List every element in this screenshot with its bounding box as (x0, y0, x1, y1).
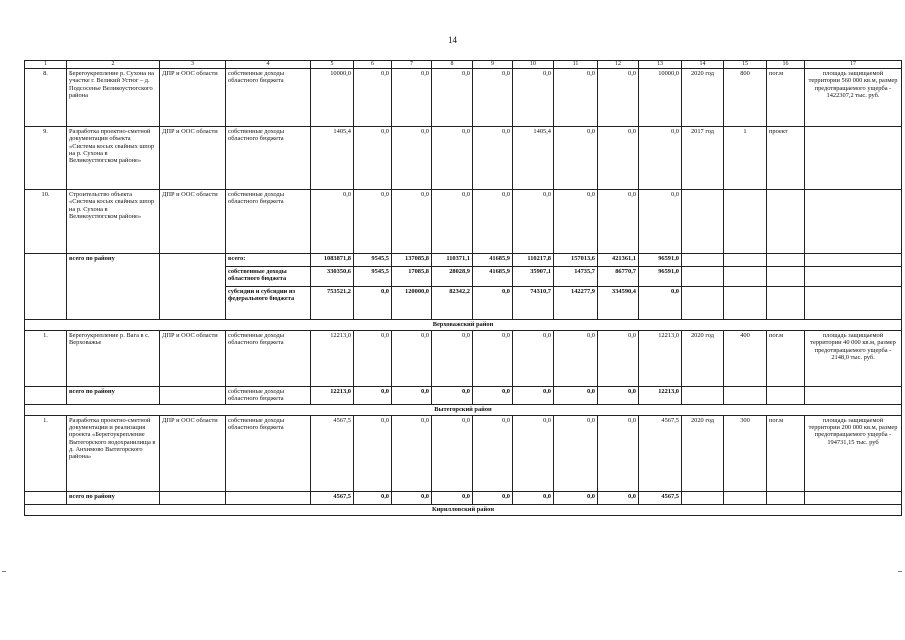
table-cell: 0,0 (392, 189, 432, 253)
table-cell (25, 491, 67, 504)
table-cell: 1. (25, 415, 67, 491)
table-cell (805, 253, 902, 266)
table-cell (805, 126, 902, 189)
table-cell: 74310,7 (513, 286, 554, 319)
table-cell (682, 189, 724, 253)
table-cell: 12213,0 (311, 386, 354, 404)
table-cell: пог.м (767, 330, 805, 386)
table-cell (805, 386, 902, 404)
table-cell: Берегоукрепление р. Вага в с. Верховажье (67, 330, 160, 386)
column-number: 6 (354, 61, 392, 69)
table-cell (767, 266, 805, 286)
table-cell: 0,0 (392, 491, 432, 504)
table-cell (724, 189, 767, 253)
table-cell: 0,0 (354, 386, 392, 404)
table-cell: 4567,5 (639, 491, 682, 504)
table-cell: 0,0 (432, 68, 473, 126)
table-cell: 0,0 (392, 386, 432, 404)
table-cell: 0,0 (392, 415, 432, 491)
table-cell: 0,0 (473, 126, 513, 189)
column-number: 9 (473, 61, 513, 69)
table-row (25, 330, 902, 386)
table-cell: 9545,5 (354, 253, 392, 266)
table-cell: 10. (25, 189, 67, 253)
table-cell: Разработка проектно-сметной документации объекта «Система косых свайных шпор на р. Сухона в Великоустюгском районе» (67, 126, 160, 189)
table-cell: 0,0 (598, 126, 639, 189)
column-number: 7 (392, 61, 432, 69)
table-cell (767, 253, 805, 266)
table-body (25, 61, 902, 516)
table-cell (682, 253, 724, 266)
district-header-row (25, 319, 902, 330)
table-cell: 14735,7 (554, 266, 598, 286)
table-cell: 17085,8 (392, 266, 432, 286)
table-cell (226, 491, 311, 504)
table-cell: ДПР и ООС области (160, 126, 226, 189)
column-number: 17 (805, 61, 902, 69)
table-cell: 0,0 (513, 386, 554, 404)
column-number: 4 (226, 61, 311, 69)
table-cell: 0,0 (432, 330, 473, 386)
table-cell: 753521,2 (311, 286, 354, 319)
table-cell: 0,0 (473, 491, 513, 504)
header-row (25, 61, 902, 69)
table-cell: всего по району (67, 386, 160, 404)
column-number: 3 (160, 61, 226, 69)
table-cell (767, 286, 805, 319)
table-cell: пог.м (767, 415, 805, 491)
total-label: всего по району (67, 253, 160, 319)
table-cell: 142277,9 (554, 286, 598, 319)
table-cell: собственные доходы областного бюджета (226, 266, 311, 286)
table-cell: ДПР и ООС области (160, 68, 226, 126)
table-cell: площадь защищаемой территории 200 000 кв.м, размер предотвращаемого ущерба - 194731,15 тыс. руб (805, 415, 902, 491)
table-cell: 0,0 (473, 68, 513, 126)
table-cell (805, 189, 902, 253)
district-header-row (25, 504, 902, 515)
table-cell (805, 266, 902, 286)
table-cell: 96591,0 (639, 266, 682, 286)
table-cell: 2020 год (682, 330, 724, 386)
table-cell: 0,0 (598, 491, 639, 504)
table-cell: 0,0 (598, 330, 639, 386)
table-cell: 0,0 (598, 415, 639, 491)
district-total-row (25, 491, 902, 504)
table-row (25, 189, 902, 253)
table-cell (805, 491, 902, 504)
table-cell (160, 386, 226, 404)
table-cell (724, 386, 767, 404)
table-cell: 0,0 (432, 491, 473, 504)
table-cell: 0,0 (432, 189, 473, 253)
table-cell (25, 253, 67, 319)
column-number: 16 (767, 61, 805, 69)
table-cell: 35907,1 (513, 266, 554, 286)
table-cell (160, 491, 226, 504)
table-cell: 334590,4 (598, 286, 639, 319)
table-cell: 330350,6 (311, 266, 354, 286)
table-cell: 1405,4 (311, 126, 354, 189)
table-cell: 0,0 (513, 415, 554, 491)
table-cell: площадь защищаемой территории 560 000 кв.м, размер предотвращаемого ущерба - 1422307,2 тыс. руб. (805, 68, 902, 126)
table-cell: 9. (25, 126, 67, 189)
table-cell: 0,0 (354, 330, 392, 386)
table-cell (767, 491, 805, 504)
table-cell (805, 286, 902, 319)
table-cell: 1 (724, 126, 767, 189)
table-cell: 300 (724, 415, 767, 491)
table-cell: ДПР и ООС области (160, 415, 226, 491)
table-cell: 0,0 (554, 386, 598, 404)
table-cell: 2020 год (682, 415, 724, 491)
district-total-row (25, 386, 902, 404)
table-cell: 8. (25, 68, 67, 126)
column-number: 5 (311, 61, 354, 69)
table-cell: 0,0 (598, 386, 639, 404)
table-cell: 0,0 (639, 126, 682, 189)
table-cell: ДПР и ООС области (160, 330, 226, 386)
table-cell: 4567,5 (639, 415, 682, 491)
table-cell: 0,0 (554, 491, 598, 504)
page-edge-mark-left (2, 571, 6, 572)
table-cell: 41685,9 (473, 266, 513, 286)
table-cell: ДПР и ООС области (160, 189, 226, 253)
table-cell (682, 286, 724, 319)
table-cell: 0,0 (354, 491, 392, 504)
table-cell: 0,0 (354, 286, 392, 319)
table-cell: 400 (724, 330, 767, 386)
table-cell (724, 253, 767, 266)
table-cell: 86770,7 (598, 266, 639, 286)
table-cell: 0,0 (639, 286, 682, 319)
table-cell: 1083871,8 (311, 253, 354, 266)
table-cell: 421361,1 (598, 253, 639, 266)
table-cell: 96591,0 (639, 253, 682, 266)
table-cell: всего: (226, 253, 311, 266)
table-cell: 0,0 (432, 415, 473, 491)
table-cell: 0,0 (473, 286, 513, 319)
table-cell: Разработка проектно-сметной документации и реализация проекта «Берегоукрепление Вытегорского водохранилища в д. Анхимово Вытегорского района» (67, 415, 160, 491)
table-cell: 0,0 (513, 330, 554, 386)
table-cell: 12213,0 (639, 330, 682, 386)
table-cell: Строительство объекта «Система косых свайных шпор на р. Сухона в Великоустюгском районе» (67, 189, 160, 253)
table-cell: Берегоукрепление р. Сухона на участке г. Великий Устюг – д. Подсосенье Великоустюгского района (67, 68, 160, 126)
table-cell: 0,0 (598, 68, 639, 126)
table-cell: 0,0 (354, 189, 392, 253)
table-cell: 28028,9 (432, 266, 473, 286)
table-cell: 0,0 (432, 386, 473, 404)
table-cell: площадь защищаемой территории 40 000 кв.м, размер предотвращаемого ущерба - 2148,0 тыс. руб. (805, 330, 902, 386)
table-cell: 2017 год (682, 126, 724, 189)
table-cell: 0,0 (554, 189, 598, 253)
table-cell: 0,0 (432, 126, 473, 189)
table-cell: собственные доходы областного бюджета (226, 126, 311, 189)
table-cell (724, 491, 767, 504)
table-cell: 10000,0 (311, 68, 354, 126)
table-cell (682, 266, 724, 286)
table-cell: 4567,5 (311, 415, 354, 491)
table-cell: 0,0 (473, 415, 513, 491)
table-cell: 0,0 (392, 330, 432, 386)
table-cell (767, 386, 805, 404)
table-cell: 157013,6 (554, 253, 598, 266)
table-cell: 0,0 (354, 415, 392, 491)
table-cell: 0,0 (598, 189, 639, 253)
table-cell: 0,0 (513, 189, 554, 253)
table-cell: собственные доходы областного бюджета (226, 189, 311, 253)
table-cell: 12213,0 (311, 330, 354, 386)
table-cell: 0,0 (554, 68, 598, 126)
column-number: 10 (513, 61, 554, 69)
column-number: 1 (25, 61, 67, 69)
table-cell: 0,0 (354, 68, 392, 126)
table-cell: пог.м (767, 68, 805, 126)
table-cell: 0,0 (392, 68, 432, 126)
table-cell (724, 286, 767, 319)
column-number: 14 (682, 61, 724, 69)
table-cell (682, 491, 724, 504)
district-header-row (25, 404, 902, 415)
table-cell: 0,0 (354, 126, 392, 189)
table-cell: 41685,9 (473, 253, 513, 266)
table-cell (682, 386, 724, 404)
district-name: Кирилловский район (25, 504, 902, 515)
table-cell: всего по району (67, 491, 160, 504)
page-number: 14 (448, 35, 457, 45)
column-number: 12 (598, 61, 639, 69)
table-cell: 0,0 (639, 189, 682, 253)
table-cell: 0,0 (473, 386, 513, 404)
table-cell: 0,0 (311, 189, 354, 253)
table-cell: 0,0 (513, 68, 554, 126)
table-cell: 12213,0 (639, 386, 682, 404)
table-cell (25, 386, 67, 404)
table-cell (160, 253, 226, 319)
table-cell: 82342,2 (432, 286, 473, 319)
table-cell (724, 266, 767, 286)
column-number: 8 (432, 61, 473, 69)
table-cell: 10000,0 (639, 68, 682, 126)
table-cell: проект (767, 126, 805, 189)
table-row (25, 68, 902, 126)
table-cell: 0,0 (392, 126, 432, 189)
table-cell: 800 (724, 68, 767, 126)
table-cell: 4567,5 (311, 491, 354, 504)
program-table (24, 60, 902, 516)
column-number: 2 (67, 61, 160, 69)
table-cell: собственные доходы областного бюджета (226, 415, 311, 491)
table-cell: 137085,8 (392, 253, 432, 266)
table-cell: 110371,1 (432, 253, 473, 266)
district-name: Верховажский район (25, 319, 902, 330)
table-cell: 2020 год (682, 68, 724, 126)
table-cell: 110217,8 (513, 253, 554, 266)
district-total-row (25, 253, 902, 266)
table-cell: 1405,4 (513, 126, 554, 189)
column-number: 15 (724, 61, 767, 69)
table-cell: 0,0 (554, 126, 598, 189)
table-row (25, 126, 902, 189)
table-cell: 0,0 (473, 189, 513, 253)
table-cell: 0,0 (554, 415, 598, 491)
table-cell: собственные доходы областного бюджета (226, 330, 311, 386)
table-cell: 1. (25, 330, 67, 386)
table-cell (767, 189, 805, 253)
table-cell: 0,0 (473, 330, 513, 386)
table-cell: собственные доходы областного бюджета (226, 68, 311, 126)
table-cell: 0,0 (513, 491, 554, 504)
district-name: Вытегорский район (25, 404, 902, 415)
column-number: 11 (554, 61, 598, 69)
page-edge-mark-right (898, 571, 902, 572)
table-cell: 9545,5 (354, 266, 392, 286)
column-number: 13 (639, 61, 682, 69)
table-cell: 120000,0 (392, 286, 432, 319)
table-cell: субсидии и субсидии из федерального бюджета (226, 286, 311, 319)
table-cell: 0,0 (554, 330, 598, 386)
table-row (25, 415, 902, 491)
table-cell: собственные доходы областного бюджета (226, 386, 311, 404)
